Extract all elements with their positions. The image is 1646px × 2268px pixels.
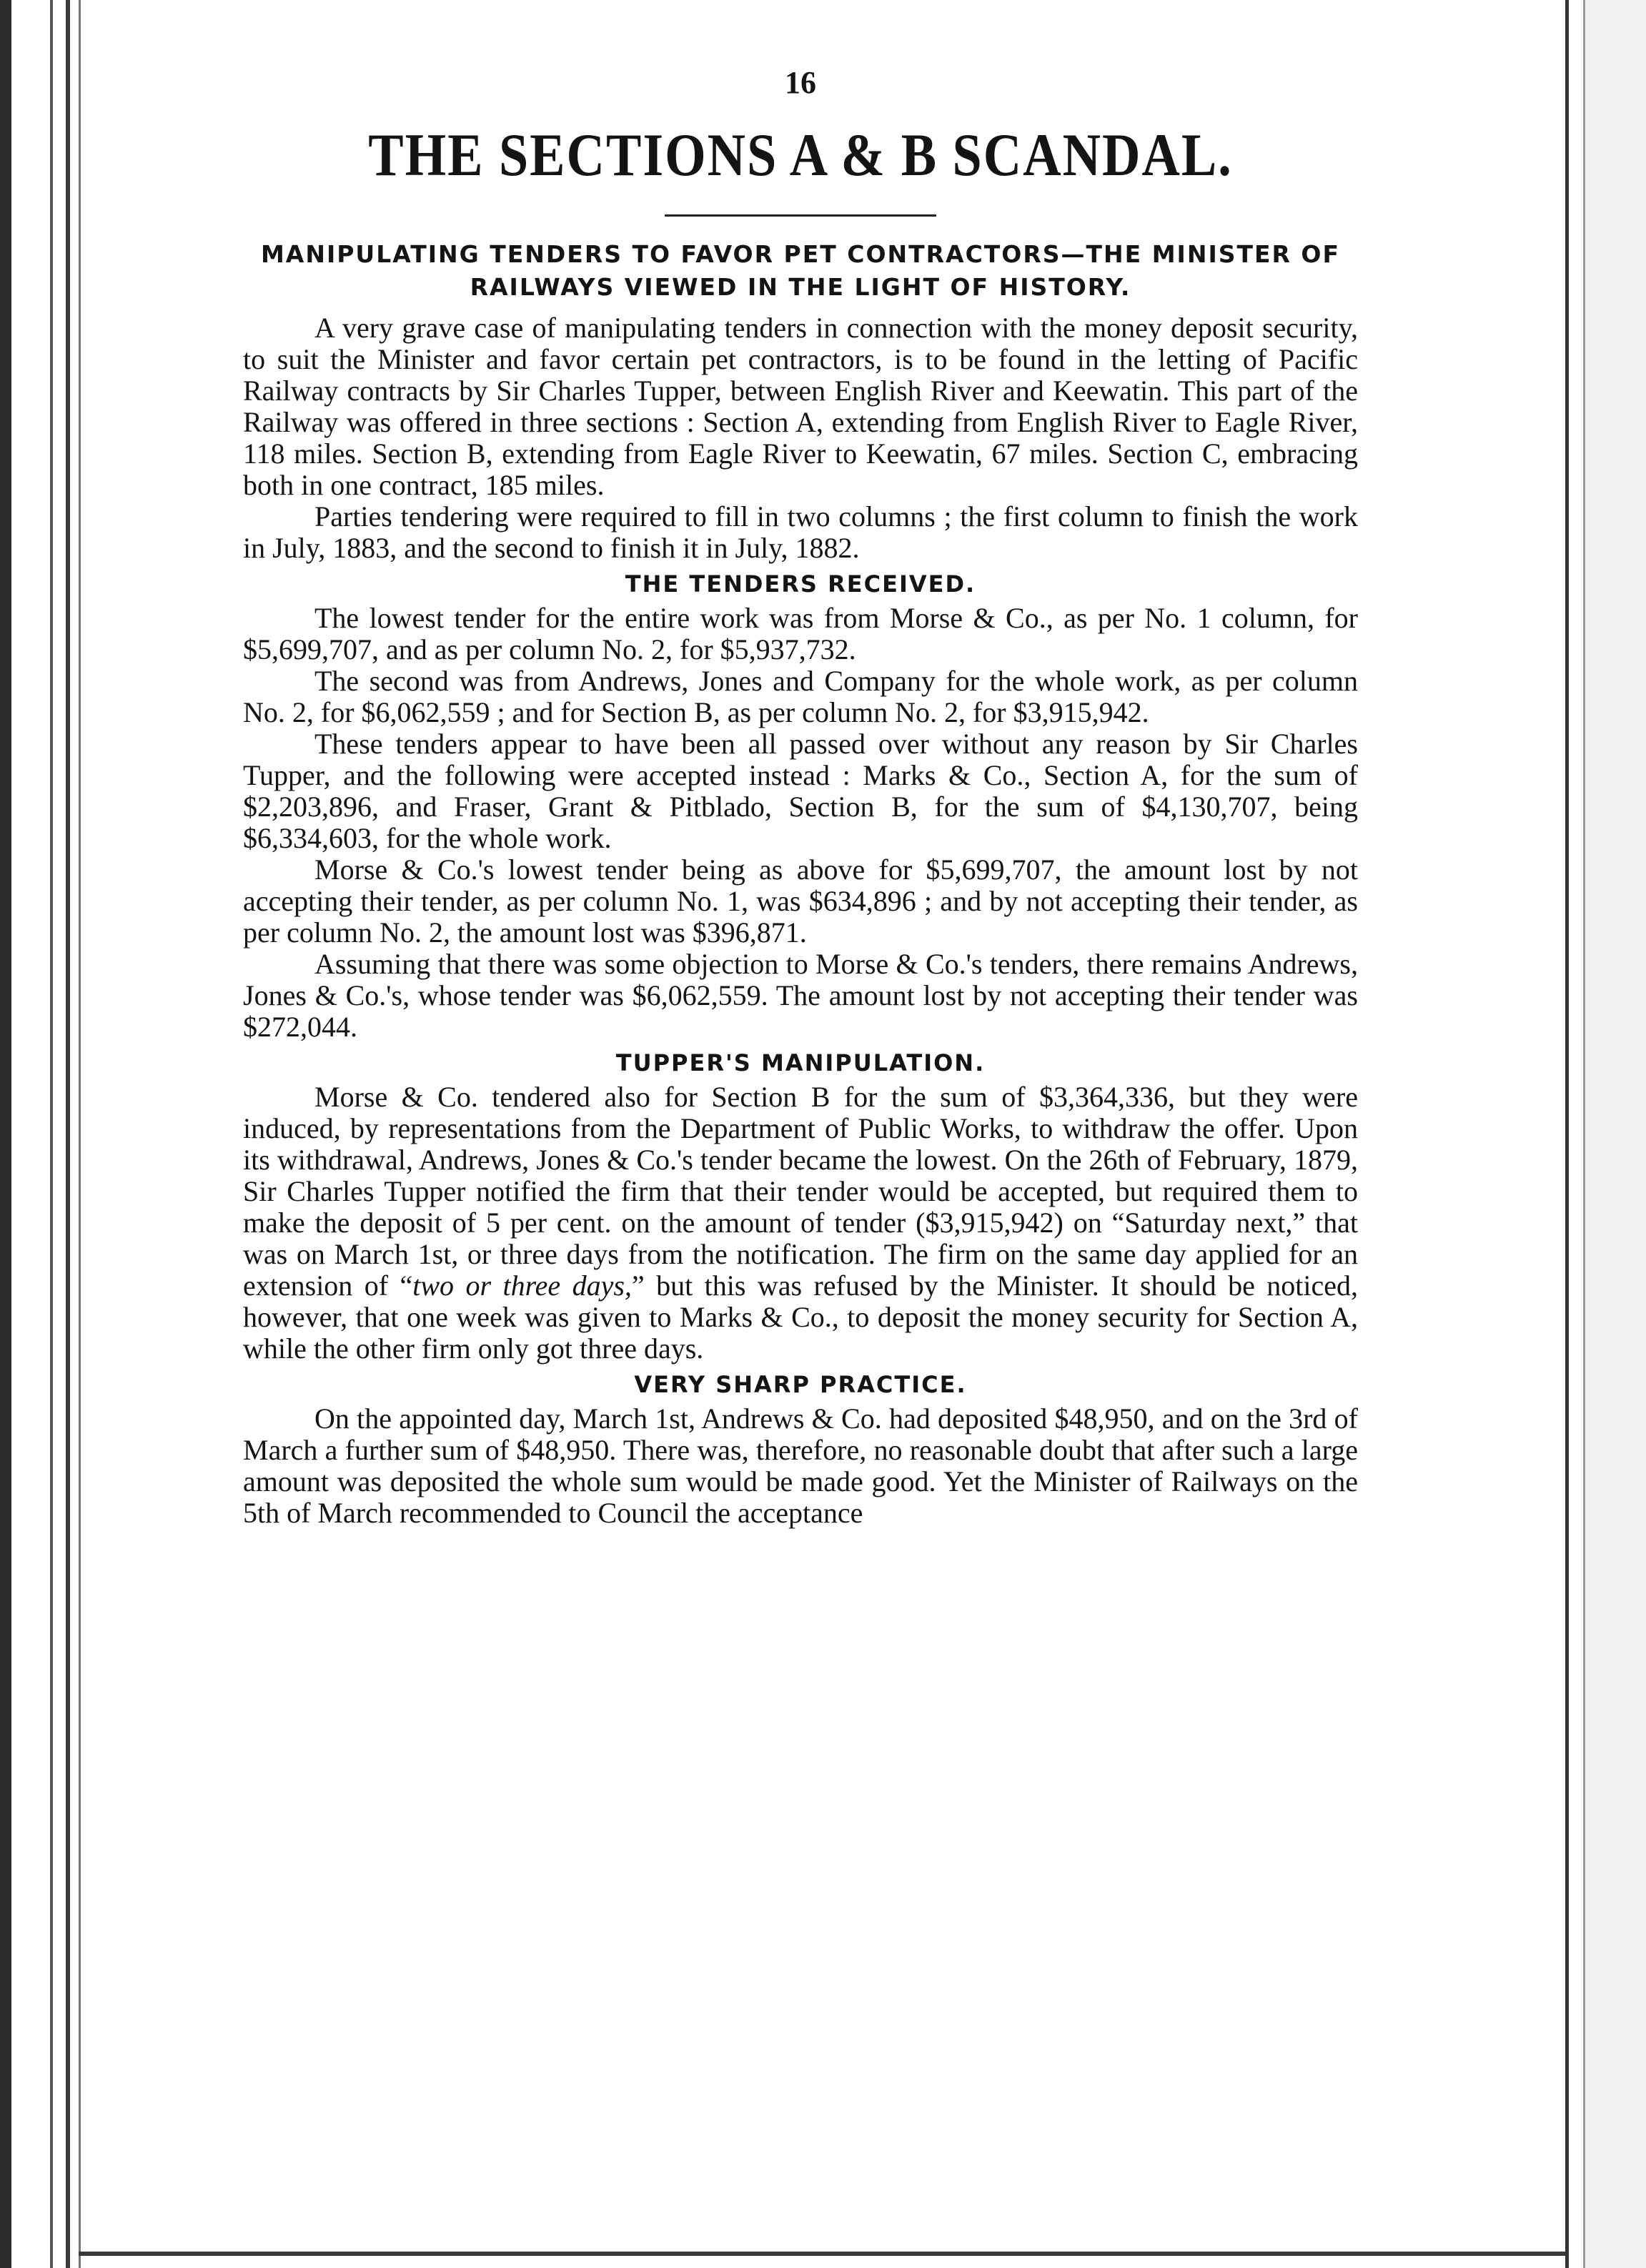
page-title: THE SECTIONS A & B SCANDAL. [368,122,1233,189]
paragraph: Assuming that there was some objection to Morse & Co.'s tenders, there remains Andrews, Jones & Co.'s, whose tender was $6,062,559. The amount lost by not accepting their tender was $272,044. [243,948,1358,1043]
document-page [243,64,1358,1529]
title-divider [665,214,936,217]
italic-phrase: two or three days, [412,1269,632,1302]
paragraph [243,1081,1358,1365]
paragraph: These tenders appear to have been all passed over without any reason by Sir Charles Tupper, and the following were accepted instead : Marks & Co., Section A, for the sum of $2,203,896, and Fraser, Grant & Pitblado, Section B, for the sum of $4,130,707, being $6,334,603, for the whole work. [243,728,1358,854]
scan-border-left [0,0,11,2268]
paragraph: On the appointed day, March 1st, Andrews & Co. had deposited $48,950, and on the 3rd of March a further sum of $48,950. There was, therefore, no reasonable doubt that after such a large amount was deposited the whole sum would be made good. Yet the Minister of Railways on the 5th of March recommended to Council the acceptance [243,1402,1358,1529]
page-bottom-edge [79,2252,1565,2256]
paragraph: A very grave case of manipulating tenders in connection with the money deposit security, to suit the Minister and favor certain pet contractors, is to be found in the letting of Pacific Railway contracts by Sir Charles Tupper, between English River and Keewatin. This part of the Railway was offered in three sections : Section A, extending from English River to Eagle River, 118 miles. Section B, extending from Eagle River to Keewatin, 67 miles. Section C, embracing both in one contract, 185 miles. [243,312,1358,501]
article-body [243,312,1358,1529]
paragraph-text: Morse & Co. tendered also for Section B for the sum of $3,364,336, but they were induced, by representations from the Department of Public Works, to withdraw the offer. Upon its withdrawal, Andrews, Jones & Co.'s tender became the lowest. On the 26th of February, 1879, Sir Charles Tupper notified the firm that their tender would be accepted, but required them to make the deposit of 5 per cent. on the amount of tender ($3,915,942) on “Saturday next,” that was on March 1st, or three days from the notification. The firm on the same day applied for an extension of “ [243,1081,1358,1302]
page-number: 16 [785,65,816,100]
paragraph-text: ” but this was refused by the Minister. It should be noticed, however, that one week was given to Marks & Co., to deposit the money security for Section A, while the other firm only got three days. [243,1269,1359,1365]
article-subheading: MANIPULATING TENDERS TO FAVOR PET CONTRACTORS—THE MINISTER OF RAILWAYS VIEWED IN THE LIGHT OF HISTORY. [260,240,1341,301]
paragraph: Parties tendering were required to fill in two columns ; the first column to finish the work in July, 1883, and the second to finish it in July, 1882. [243,500,1358,564]
paragraph: The lowest tender for the entire work was from Morse & Co., as per No. 1 column, for $5,699,707, and as per column No. 2, for $5,937,732. [243,602,1358,665]
page-edge-line [1565,0,1569,2268]
section-heading: VERY SHARP PRACTICE. [634,1371,967,1398]
page-edge-line [66,0,70,2268]
page-edge-line [79,0,81,2268]
scan-border-right [1583,0,1646,2268]
paragraph: Morse & Co.'s lowest tender being as above for $5,699,707, the amount lost by not accepting their tender, as per column No. 1, was $634,896 ; and by not accepting their tender, as per column No. 2, the amount lost was $396,871. [243,853,1358,949]
paragraph: The second was from Andrews, Jones and Company for the whole work, as per column No. 2, for $6,062,559 ; and for Section B, as per column No. 2, for $3,915,942. [243,665,1358,728]
page-edge-line [50,0,53,2268]
section-heading: THE TENDERS RECEIVED. [625,570,976,598]
section-heading: TUPPER'S MANIPULATION. [615,1049,986,1076]
